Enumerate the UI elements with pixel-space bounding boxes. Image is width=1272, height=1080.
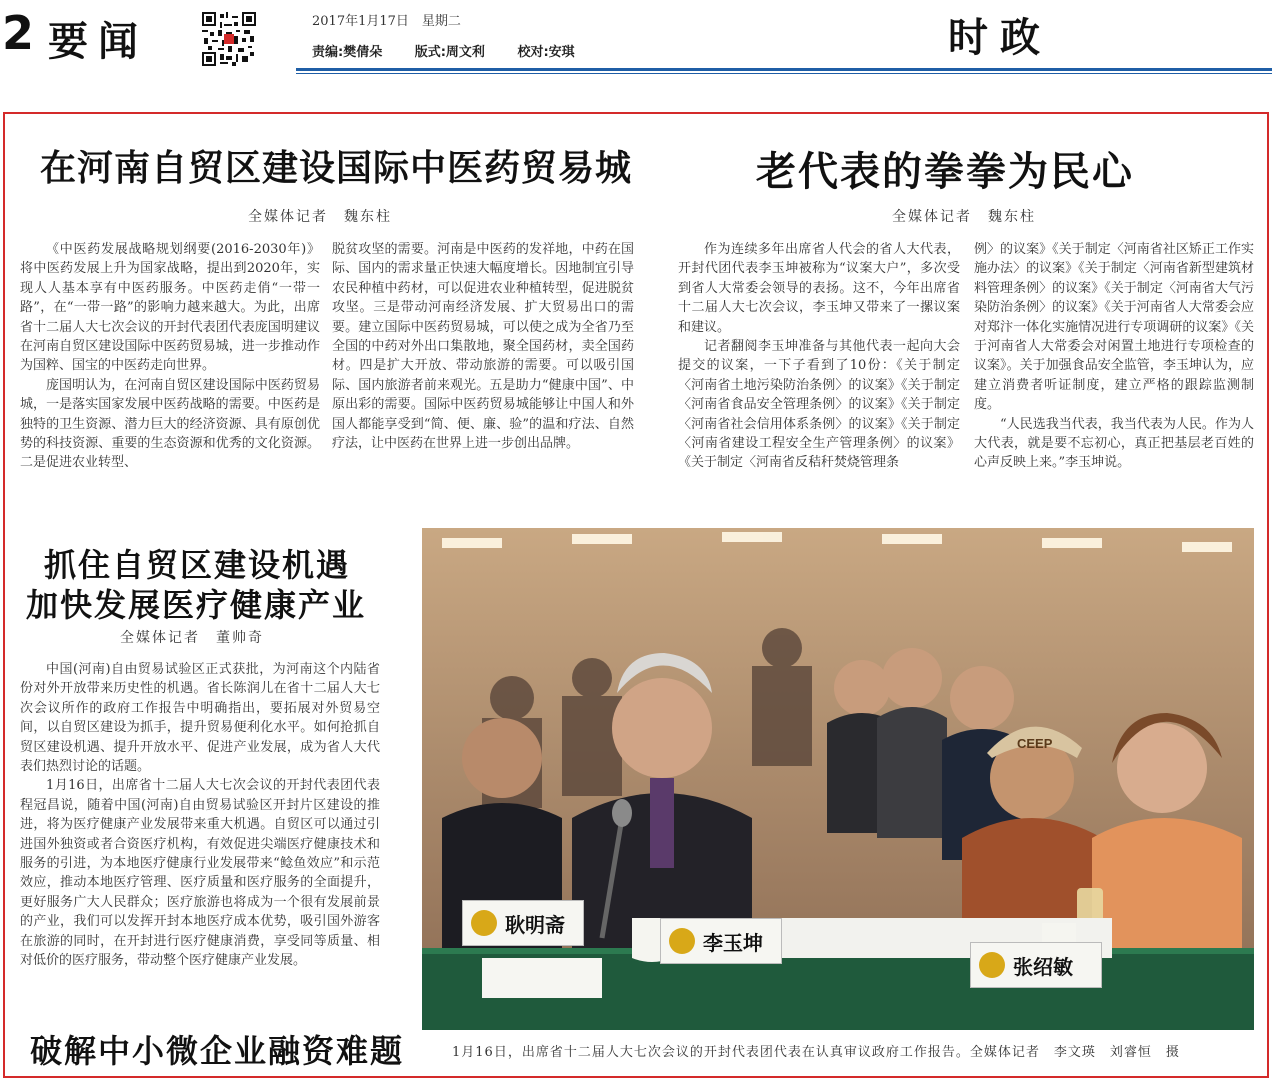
section-title: 要闻	[48, 19, 148, 65]
article4-title: 破解中小微企业融资难题	[30, 1032, 405, 1070]
emblem-icon	[669, 928, 695, 954]
article2-para2: 记者翻阅李玉坤准备与其他代表一起向大会提交的议案，一下子看到了10份：《关于制定〈河南省土地污染防治条例〉的议案》《关于制定〈河南省食品安全管理条例〉的议案》《关于制定〈河南省社会信用体系条例〉的议案》《关于制定〈河南省建设工程安全生产管理条例〉的议案》《关于制定〈河南省反秸秆焚烧管理条	[678, 339, 960, 471]
article2-para3: 例〉的议案》《关于制定〈河南省社区矫正工作实施办法〉的议案》《关于制定〈河南省新型建筑材料管理条例〉的议案》《关于制定〈河南省大气污染防治条例〉的议案》《关于河南省人大常委会应对郑汴一体化实施情况进行专项调研的议案》《关于河南省人大常委会对闲置土地进行专项检查的议案》。关于加强食品安全监管，李玉坤认为，应建立消费者听证制度，建立严格的跟踪监测制度。	[974, 242, 1254, 413]
article3-column	[20, 660, 380, 985]
article2-para4: “人民选我当代表，我当代表为人民。作为人大代表，就是要不忘初心，真正把基层老百姓的心声反映上来。”李玉坤说。	[974, 416, 1254, 471]
editor-credits	[312, 41, 603, 60]
nameplate-2	[660, 918, 782, 964]
article2-byline: 全媒体记者 魏东柱	[892, 209, 1036, 225]
article1-column1	[20, 240, 320, 490]
cap-logo-text: CEEP	[1017, 736, 1053, 751]
nameplate-1-text: 耿明斋	[505, 912, 565, 937]
article3-byline: 全媒体记者 董帅奇	[120, 630, 264, 646]
meeting-illustration	[422, 528, 1254, 1030]
article2-para1: 作为连续多年出席省人代会的省人大代表，开封代团代表李玉坤被称为“议案大户”，多次受到省人大常委会领导的表扬。这不，今年出席省十二届人大七次会议，李玉坤又带来了一摞议案和建议。	[678, 242, 960, 335]
article1-title: 在河南自贸区建设国际中医药贸易城	[40, 147, 633, 189]
proofread-credit: 校对:安琪	[517, 45, 575, 60]
issue-date: 2017年1月17日 星期二	[312, 14, 461, 29]
article3-para2: 1月16日，出席省十二届人大七次会议的开封代表团代表程冠昌说，随着中国(河南)自由贸易试验区开封片区建设的推进，将为医疗健康产业发展带来重大机遇。自贸区可以通过引进国外独资或者合资医疗机构，有效促进尖端医疗健康技术和服务的引进，为本地医疗健康行业发展带来“鲶鱼效应”和示范效应，推动本地医疗管理、医疗质量和医疗服务的全面提升，更好服务广大人民群众；医疗旅游也将成为一个很有发展前景的产业，我们可以发挥开封本地医疗成本优势，吸引国外游客在旅游的同时，在开封进行医疗健康消费，享受同等质量、相对低价的医疗服务，带动整个医疗健康产业发展。	[20, 778, 380, 969]
nameplate-2-text: 李玉坤	[703, 930, 763, 955]
article1-para2: 庞国明认为，在河南自贸区建设国际中医药贸易城，一是落实国家发展中医药战略的需要。中医药是独特的卫生资源、潜力巨大的经济资源、具有原创优势的科技资源、重要的生态资源和优秀的文化资源。二是促进农业转型、	[20, 377, 320, 471]
layout-credit: 版式:周文利	[414, 45, 485, 60]
nameplate-3	[970, 942, 1102, 988]
nameplate-3-text: 张绍敏	[1013, 954, 1073, 979]
emblem-icon	[979, 952, 1005, 978]
page-number: 2	[2, 6, 37, 60]
article2-column1	[678, 240, 960, 490]
header-rule	[296, 68, 1272, 71]
header-rule-thin	[296, 73, 1272, 74]
article3-para1: 中国(河南)自由贸易试验区正式获批，为河南这个内陆省份对外开放带来历史性的机遇。省长陈润儿在省十二届人大七次会议所作的政府工作报告中明确指出，要拓展对外贸易空间，以自贸区建设为抓手，提升贸易便利化水平。如何抢抓自贸区建设机遇、提升开放水平、促进产业发展，成为省人大代表们热烈讨论的话题。	[20, 662, 380, 775]
article1-para1: 《中医药发展战略规划纲要(2016-2030年)》将中医药发展上升为国家战略，提出到2020年，实现人人基本享有中医药服务。中医药走俏“一带一路”，在“一带一路”的影响力越来越大。为此，出席省十二届人大七次会议的开封代表团代表庞国明建议在河南自贸区建设国际中医药贸易城，进一步推动作为国粹、国宝的中医药走向世界。	[20, 242, 320, 374]
news-photo	[422, 528, 1254, 1030]
article3-title-line1: 抓住自贸区建设机遇	[44, 546, 351, 584]
nameplate-1	[462, 900, 584, 946]
article1-column2	[332, 240, 634, 490]
article1-para3: 脱贫攻坚的需要。河南是中医药的发祥地，中药在国际、国内的需求量正快速大幅度增长。因地制宜引导农民种植中药材，可以促进农业种植转型，促进脱贫攻坚。三是带动河南经济发展、扩大贸易出口的需要。建立国际中医药贸易城，可以使之成为全省乃至全国的中药对外出口集散地，聚全国药材，卖全国药材。四是扩大开放、带动旅游的需要。可以吸引国际、国内旅游者前来观光。五是助力“健康中国”、中原出彩的需要。国际中医药贸易城能够让中国人和外国人都能享受到“简、便、廉、验”的温和疗法、自然疗法，让中医药在世界上进一步创出品牌。	[332, 242, 634, 452]
emblem-icon	[471, 910, 497, 936]
page-header	[0, 0, 1272, 78]
photo-caption: 1月16日，出席省十二届人大七次会议的开封代表团代表在认真审议政府工作报告。全媒体记者 李文瑛 刘睿恒 摄	[452, 1045, 1180, 1060]
rubric-title: 时政	[948, 15, 1052, 61]
article3-title-line2: 加快发展医疗健康产业	[26, 586, 367, 624]
article1-byline: 全媒体记者 魏东柱	[248, 209, 392, 225]
editor-credit: 责编:樊倩朵	[312, 45, 383, 60]
article2-column2	[974, 240, 1254, 490]
qr-code-icon	[202, 12, 256, 66]
article2-title: 老代表的拳拳为民心	[756, 148, 1134, 195]
